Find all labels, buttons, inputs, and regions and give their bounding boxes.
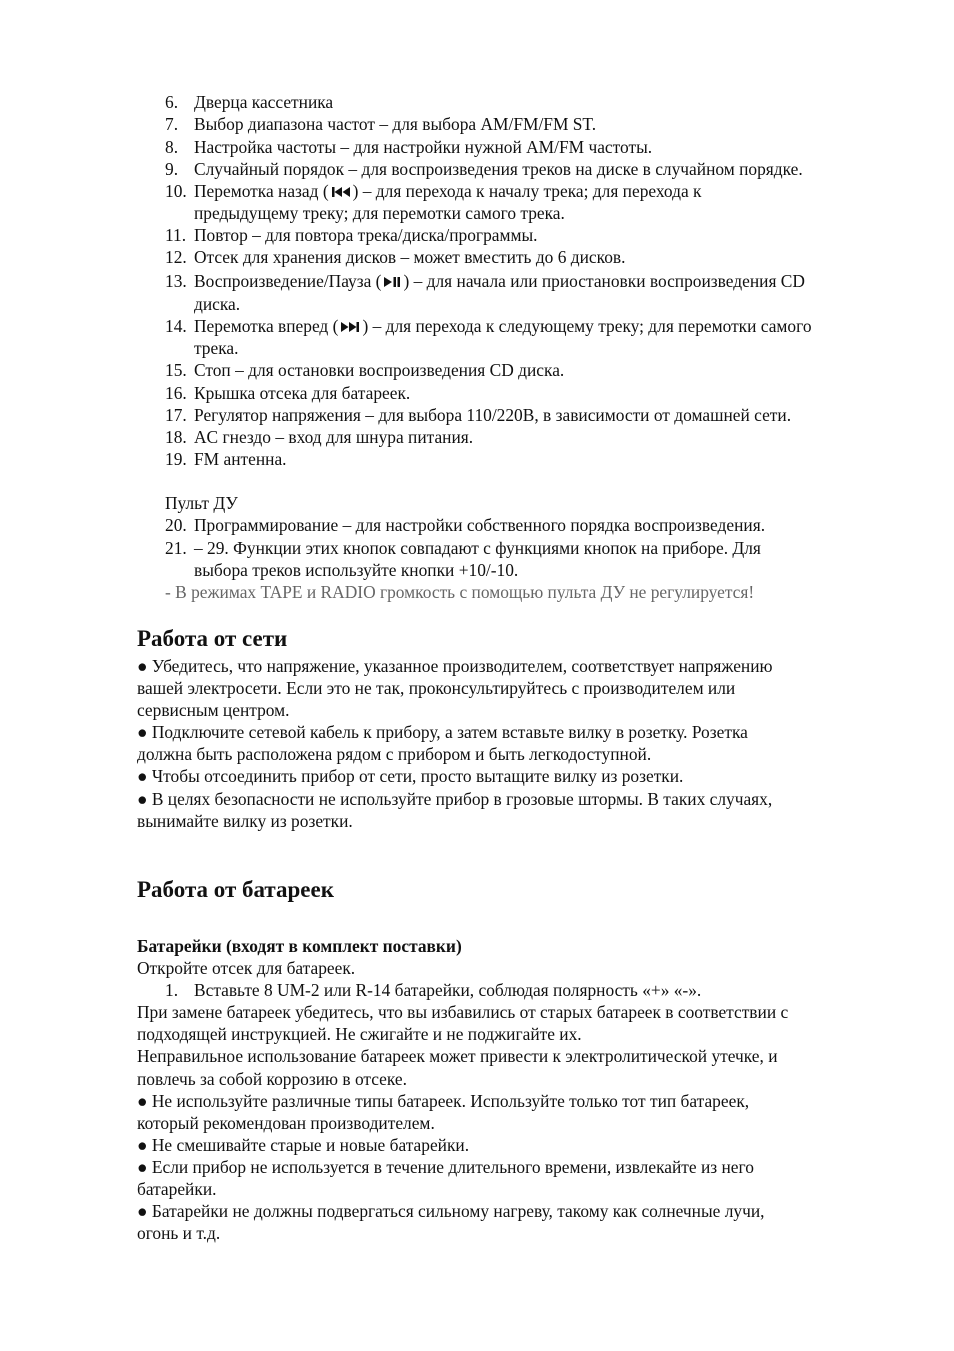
batteries-line: огонь и т.д. [137, 1223, 221, 1243]
batteries-line: Неправильное использование батареек может привести к электролитической утечке, и [137, 1046, 778, 1066]
list-number: 14. [165, 316, 187, 336]
skip-forward-icon [340, 321, 360, 333]
list-item-tuning: Настройка частоты – для настройки нужной AM/FM частоты. [194, 137, 653, 157]
batteries-line: батарейки. [137, 1179, 217, 1199]
list-item-fast-forward-continuation: трека. [194, 338, 239, 358]
batteries-line: подходящей инструкцией. Не сжигайте и не поджигайте их. [137, 1024, 582, 1044]
mains-line: ● В целях безопасности не используйте прибор в грозовые штормы. В таких случаях, [137, 789, 773, 809]
list-number: 1. [165, 980, 179, 1000]
list-number: 17. [165, 405, 187, 425]
play-pause-icon [383, 276, 401, 288]
list-item-play-pause-post: ) – для начала или приостановки воспроизведения CD [403, 271, 805, 291]
batteries-line: который рекомендован производителем. [137, 1113, 435, 1133]
list-item-cassette-door: Дверца кассетника [194, 92, 334, 112]
mains-line: вашей электросети. Если это не так, проконсультируйтесь с производителем или [137, 678, 736, 698]
mains-line: ● Чтобы отсоединить прибор от сети, просто вытащите вилку из розетки. [137, 766, 684, 786]
list-item-remote-functions-continuation: выбора треков используйте кнопки +10/-10. [194, 560, 519, 580]
list-item-fast-forward [194, 315, 812, 337]
list-number: 20. [165, 515, 187, 535]
list-number: 11. [165, 225, 187, 245]
mains-heading: Работа от сети [137, 626, 288, 651]
list-number: 19. [165, 449, 187, 469]
list-item-disc-storage: Отсек для хранения дисков – может вместить до 6 дисков. [194, 247, 626, 267]
batteries-line: ● Не используйте различные типы батареек. Используйте только тот тип батареек, [137, 1091, 750, 1111]
mains-line: ● Подключите сетевой кабель к прибору, а затем вставьте вилку в розетку. Розетка [137, 722, 748, 742]
mains-line: должна быть расположена рядом с прибором и быть легкодоступной. [137, 744, 652, 764]
skip-back-icon [331, 186, 351, 198]
list-item-fast-forward-pre: Перемотка вперед ( [194, 316, 339, 336]
batteries-line: При замене батареек убедитесь, что вы избавились от старых батареек в соответствии с [137, 1002, 789, 1022]
list-item-rewind-pre: Перемотка назад ( [194, 181, 329, 201]
list-item-fm-antenna: FM антенна. [194, 449, 287, 469]
list-number: 8. [165, 137, 179, 157]
list-item-rewind-post: ) – для перехода к началу трека; для перехода к [352, 181, 702, 201]
list-item-random: Случайный порядок – для воспроизведения треков на диске в случайном порядке. [194, 159, 803, 179]
list-item-ac-socket: AC гнездо – вход для шнура питания. [194, 427, 474, 447]
list-number: 16. [165, 383, 187, 403]
list-number: 13. [165, 271, 187, 291]
list-item-remote-functions: – 29. Функции этих кнопок совпадают с функциями кнопок на приборе. Для [194, 538, 761, 558]
list-item-repeat: Повтор – для повтора трека/диска/программы. [194, 225, 538, 245]
mains-line: ● Убедитесь, что напряжение, указанное производителем, соответствует напряжению [137, 656, 773, 676]
list-item-stop: Стоп – для остановки воспроизведения CD диска. [194, 360, 565, 380]
list-number: 12. [165, 247, 187, 267]
list-number: 7. [165, 114, 179, 134]
batteries-line: ● Батарейки не должны подвергаться сильному нагреву, такому как солнечные лучи, [137, 1201, 765, 1221]
list-number: 9. [165, 159, 179, 179]
list-number: 18. [165, 427, 187, 447]
batteries-line: ● Не смешивайте старые и новые батарейки. [137, 1135, 470, 1155]
remote-title: Пульт ДУ [165, 493, 238, 513]
list-item-band-select: Выбор диапазона частот – для выбора AM/FM/FM ST. [194, 114, 597, 134]
batteries-line: повлечь за собой коррозию в отсеке. [137, 1069, 407, 1089]
list-item-voltage: Регулятор напряжения – для выбора 110/220В, в зависимости от домашней сети. [194, 405, 792, 425]
mains-line: сервисным центром. [137, 700, 290, 720]
list-item-play-pause-pre: Воспроизведение/Пауза ( [194, 271, 382, 291]
list-item-battery-cover: Крышка отсека для батареек. [194, 383, 411, 403]
mains-line: вынимайте вилку из розетки. [137, 811, 353, 831]
list-item-fast-forward-post: ) – для перехода к следующему треку; для перемотки самого [362, 316, 812, 336]
batteries-heading: Работа от батареек [137, 877, 334, 902]
list-item-play-pause [194, 270, 805, 292]
list-item-rewind [194, 180, 701, 202]
list-number: 10. [165, 181, 187, 201]
list-number: 15. [165, 360, 187, 380]
batteries-step: Вставьте 8 UM-2 или R-14 батарейки, соблюдая полярность «+» «-». [194, 980, 702, 1000]
remote-volume-note: - В режимах TAPE и RADIO громкость с помощью пульта ДУ не регулируется! [165, 582, 755, 602]
batteries-line: ● Если прибор не используется в течение длительного времени, извлекайте из него [137, 1157, 754, 1177]
list-item-play-pause-continuation: диска. [194, 294, 241, 314]
list-item-programming: Программирование – для настройки собственного порядка воспроизведения. [194, 515, 766, 535]
list-number: 6. [165, 92, 179, 112]
list-number: 21. [165, 538, 187, 558]
list-item-rewind-continuation: предыдущему треку; для перемотки самого трека. [194, 203, 565, 223]
batteries-subheading: Батарейки (входят в комплект поставки) [137, 936, 462, 956]
batteries-open: Откройте отсек для батареек. [137, 958, 356, 978]
